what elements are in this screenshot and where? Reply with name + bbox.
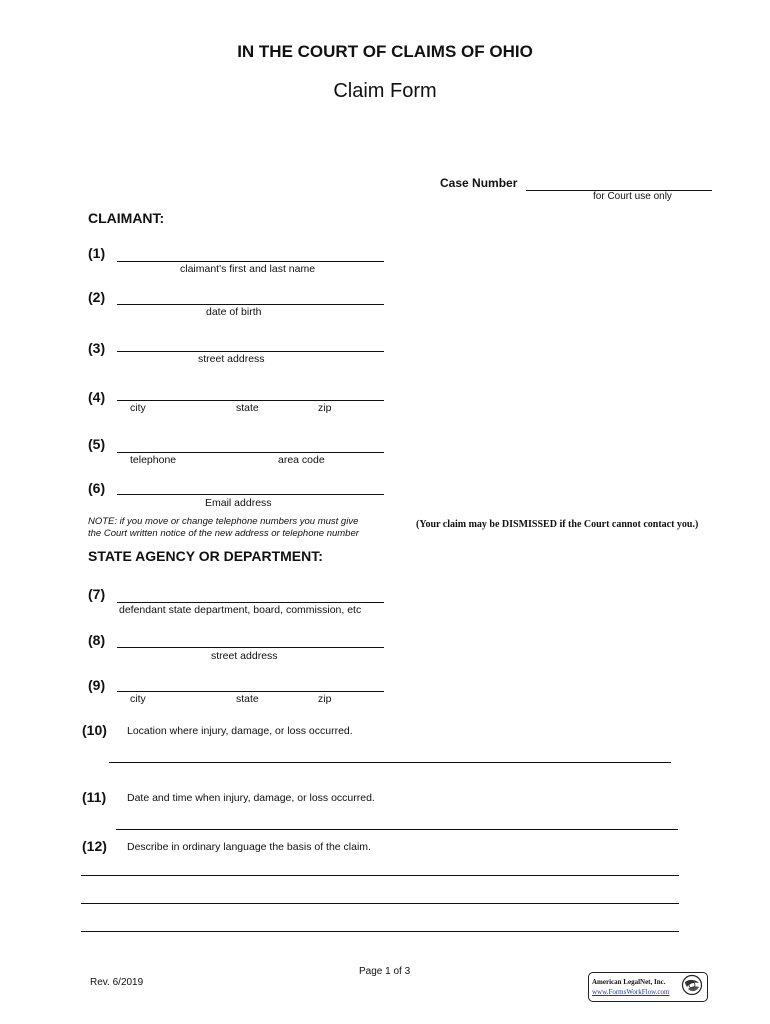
field-hint: date of birth bbox=[206, 306, 262, 318]
claim-basis-line[interactable] bbox=[81, 903, 679, 904]
form-title: IN THE COURT OF CLAIMS OF OHIO bbox=[237, 42, 533, 61]
question-text: Date and time when injury, damage, or loss occurred. bbox=[127, 792, 375, 804]
field-hint: state bbox=[236, 693, 259, 705]
question-text: Location where injury, damage, or loss occurred. bbox=[127, 725, 353, 737]
revision-date: Rev. 6/2019 bbox=[90, 977, 144, 988]
claimant-street-field[interactable] bbox=[117, 351, 384, 352]
claim-basis-line[interactable] bbox=[81, 875, 679, 876]
form-subtitle: Claim Form bbox=[333, 80, 437, 102]
agency-street-field[interactable] bbox=[117, 647, 384, 648]
claim-basis-line[interactable] bbox=[81, 931, 679, 932]
question-number: (10) bbox=[82, 722, 107, 738]
logo-name: American LegalNet, Inc. bbox=[592, 978, 666, 986]
field-number: (2) bbox=[88, 289, 106, 305]
field-hint: area code bbox=[278, 454, 325, 466]
field-number: (5) bbox=[88, 436, 106, 452]
claimant-name-field[interactable] bbox=[117, 261, 384, 262]
email-field[interactable] bbox=[117, 494, 384, 495]
location-field[interactable] bbox=[109, 762, 671, 763]
field-hint: street address bbox=[211, 650, 278, 662]
contact-note bbox=[88, 516, 388, 540]
agency-heading: STATE AGENCY OR DEPARTMENT: bbox=[88, 548, 323, 564]
field-hint: city bbox=[130, 693, 146, 705]
field-hint: claimant's first and last name bbox=[180, 263, 316, 275]
field-hint: city bbox=[130, 402, 146, 414]
page-number: Page 1 of 3 bbox=[359, 966, 411, 977]
field-hint: state bbox=[236, 402, 259, 414]
note-line: NOTE: if you move or change telephone numbers you must give bbox=[88, 516, 359, 527]
field-number: (7) bbox=[88, 586, 106, 602]
case-number-note: for Court use only bbox=[593, 191, 672, 202]
field-hint: zip bbox=[318, 693, 332, 705]
field-hint: Email address bbox=[205, 497, 272, 509]
globe-logo-icon bbox=[681, 974, 703, 996]
claimant-heading: CLAIMANT: bbox=[88, 210, 165, 226]
telephone-field[interactable] bbox=[117, 452, 384, 453]
field-number: (1) bbox=[88, 245, 106, 261]
date-of-birth-field[interactable] bbox=[117, 304, 384, 305]
agency-city-state-zip-field[interactable] bbox=[117, 691, 384, 692]
question-number: (11) bbox=[82, 789, 107, 805]
logo-url[interactable]: www.FormsWorkFlow.com bbox=[592, 988, 670, 996]
field-hint: defendant state department, board, commission, etc bbox=[119, 604, 362, 616]
field-number: (8) bbox=[88, 632, 106, 648]
field-number: (3) bbox=[88, 340, 106, 356]
question-text: Describe in ordinary language the basis of the claim. bbox=[127, 841, 371, 853]
field-hint: street address bbox=[198, 353, 265, 365]
claimant-city-state-zip-field[interactable] bbox=[117, 400, 384, 401]
dismissal-warning: (Your claim may be DISMISSED if the Court cannot contact you.) bbox=[416, 519, 699, 530]
field-hint: telephone bbox=[130, 454, 177, 466]
defendant-agency-field[interactable] bbox=[117, 602, 384, 603]
field-number: (4) bbox=[88, 389, 106, 405]
case-number-label: Case Number bbox=[440, 176, 518, 190]
date-time-field[interactable] bbox=[116, 829, 678, 830]
note-line: the Court written notice of the new address or telephone number bbox=[88, 528, 359, 539]
question-number: (12) bbox=[82, 838, 107, 854]
field-number: (9) bbox=[88, 677, 106, 693]
field-number: (6) bbox=[88, 480, 106, 496]
field-hint: zip bbox=[318, 402, 332, 414]
